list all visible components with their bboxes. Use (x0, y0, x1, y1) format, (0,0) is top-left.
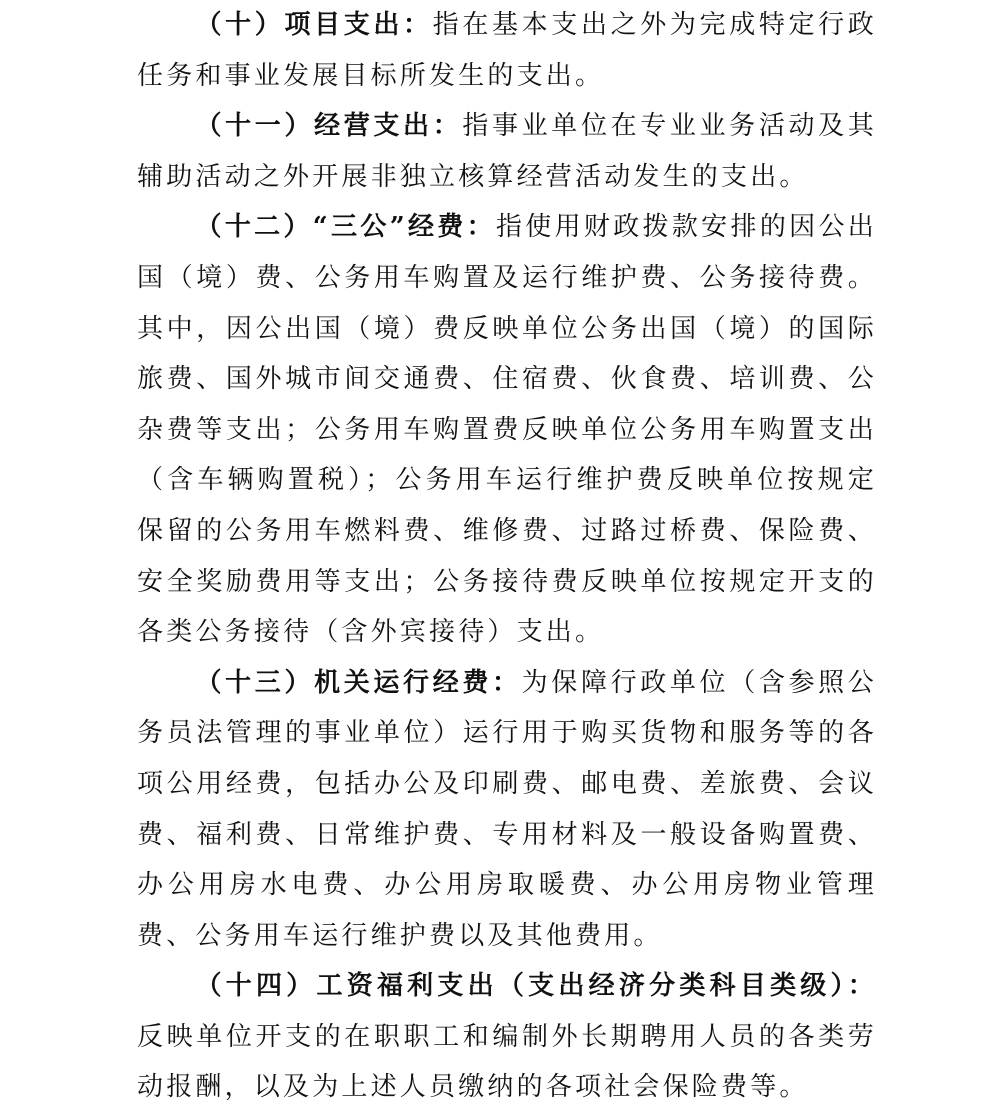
definition-text: 为保障行政单位（含参照公务员法管理的事业单位）运行用于购买货物和服务等的各项公用经费，包括办公及印刷费、邮电费、差旅费、会议费、福利费、日常维护费、专用材料及一般设备购置费、办公用房水电费、办公用房取暖费、办公用房物业管理费、公务用车运行维护费以及其他费用。 (137, 667, 878, 951)
term-heading: （十四）工资福利支出（支出经济分类科目类级）： (195, 971, 877, 1002)
paragraph-wage-welfare-expenditure (137, 961, 877, 1113)
definition-text: 反映单位开支的在职职工和编制外长期聘用人员的各类劳动报酬，以及为上述人员缴纳的各项社会保险费等。 (137, 1021, 877, 1103)
term-heading: （十三）机关运行经费： (195, 667, 522, 698)
document-body (137, 0, 877, 1113)
term-heading: （十二）“三公”经费： (195, 212, 496, 243)
term-heading: （十）项目支出： (195, 10, 433, 40)
definition-text: 指事业单位在专业业务活动及其辅助活动之外开展非独立核算经营活动发生的支出。 (137, 111, 877, 192)
definition-text: 指在基本支出之外为完成特定行政任务和事业发展目标所发生的支出。 (137, 10, 877, 91)
paragraph-agency-operating-funds (137, 658, 877, 962)
paragraph-three-public-expenses (137, 202, 877, 657)
definition-text: 指使用财政拨款安排的因公出国（境）费、公务用车购置及运行维护费、公务接待费。其中，因公出国（境）费反映单位公务出国（境）的国际旅费、国外城市间交通费、住宿费、伙食费、培训费、公杂费等支出；公务用车购置费反映单位公务用车购置支出（含车辆购置税）；公务用车运行维护费反映单位按规定保留的公务用车燃料费、维修费、过路过桥费、保险费、安全奖励费用等支出；公务接待费反映单位按规定开支的各类公务接待（含外宾接待）支出。 (137, 212, 877, 648)
term-heading: （十一）经营支出： (195, 111, 463, 142)
paragraph-project-expenditure (137, 0, 877, 101)
paragraph-operating-expenditure (137, 101, 877, 202)
